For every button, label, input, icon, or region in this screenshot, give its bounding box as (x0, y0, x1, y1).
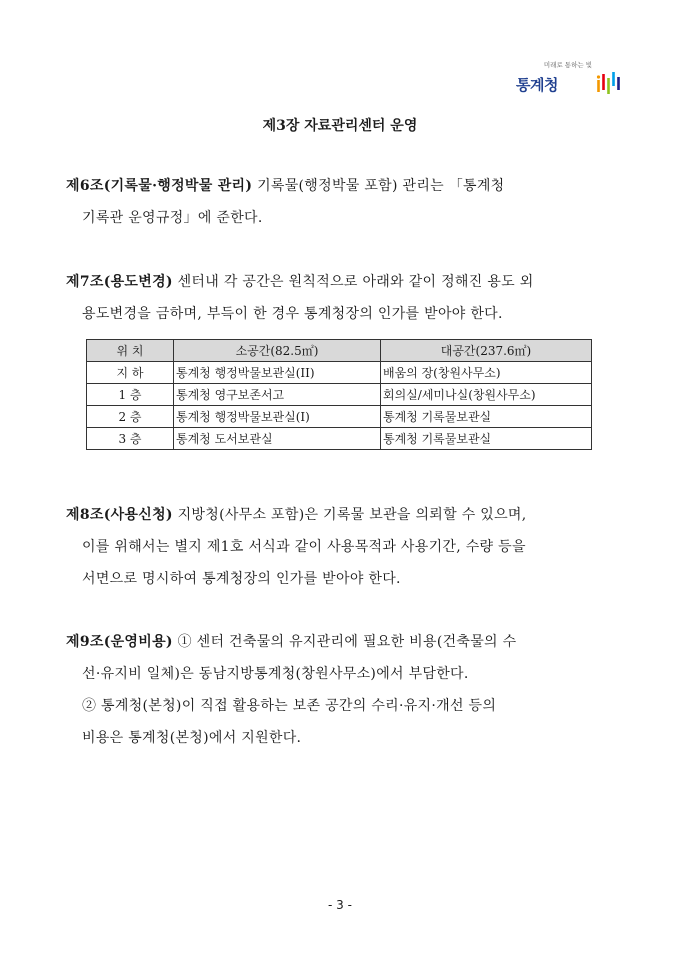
article-9-title: 제9조(운영비용) (66, 634, 173, 650)
article-7-line2: 용도변경을 금하며, 부득이 한 경우 통계청장의 인가를 받아야 한다. (82, 306, 503, 322)
article-7 (66, 266, 616, 330)
table-cell-location: 1 층 (87, 384, 174, 406)
table-header-location: 위 치 (87, 340, 174, 362)
table-cell-small: 통계청 영구보존서고 (174, 384, 381, 406)
page-number: - 3 - (328, 898, 352, 912)
table-cell-location: 지 하 (87, 362, 174, 384)
article-6-title: 제6조(기록물·행정박물 관리) (66, 178, 253, 194)
table-cell-small: 통계청 행정박물보관실(II) (174, 362, 381, 384)
table-cell-location: 3 층 (87, 428, 174, 450)
table-row (87, 384, 592, 406)
article-8-line3: 서면으로 명시하여 통계청장의 인가를 받아야 한다. (82, 571, 401, 587)
article-9-line4: 비용은 통계청(본청)에서 지원한다. (82, 730, 302, 746)
article-8-line1: 지방청(사무소 포함)은 기록물 보관을 의뢰할 수 있으며, (172, 507, 527, 523)
table-header-small-space: 소공간(82.5㎡) (174, 340, 381, 362)
kostat-logo (508, 60, 618, 100)
table-cell-large: 배움의 장(창원사무소) (381, 362, 592, 384)
article-9-line3: ② 통계청(본청)이 직접 활용하는 보존 공간의 수리·유지·개선 등의 (82, 698, 497, 714)
table-row (87, 362, 592, 384)
table-cell-location: 2 층 (87, 406, 174, 428)
article-7-line1: 센터내 각 공간은 원칙적으로 아래와 같이 정해진 용도 외 (172, 274, 534, 290)
article-6 (66, 170, 616, 234)
article-8 (66, 499, 616, 595)
article-9-line1: ① 센터 건축물의 유지관리에 필요한 비용(건축물의 수 (172, 634, 517, 650)
table-header-large-space: 대공간(237.6㎡) (381, 340, 592, 362)
kostat-bars-icon (596, 68, 622, 96)
article-7-title: 제7조(용도변경) (66, 274, 173, 290)
article-9-line2: 선·유지비 일체)은 동남지방통계청(창원사무소)에서 부담한다. (82, 666, 469, 682)
article-6-line1: 기록물(행정박물 포함) 관리는 「통계청 (252, 178, 505, 194)
article-9 (66, 626, 616, 754)
article-8-title: 제8조(사용신청) (66, 507, 173, 523)
table-header-row (87, 340, 592, 362)
table-cell-large: 통계청 기록물보관실 (381, 428, 592, 450)
table-cell-small: 통계청 도서보관실 (174, 428, 381, 450)
logo-tagline: 미래로 통하는 빛 (543, 61, 592, 69)
table-row (87, 406, 592, 428)
chapter-title: 제3장 자료관리센터 운영 (262, 118, 418, 134)
table-cell-large: 회의실/세미나실(창원사무소) (381, 384, 592, 406)
space-usage-table (86, 339, 592, 450)
table-cell-large: 통계청 기록물보관실 (381, 406, 592, 428)
logo-name: 통계청 (516, 76, 558, 94)
article-8-line2: 이를 위해서는 별지 제1호 서식과 같이 사용목적과 사용기간, 수량 등을 (82, 539, 526, 555)
table-row (87, 428, 592, 450)
table-cell-small: 통계청 행정박물보관실(I) (174, 406, 381, 428)
article-6-line2: 기록관 운영규정」에 준한다. (82, 210, 263, 226)
